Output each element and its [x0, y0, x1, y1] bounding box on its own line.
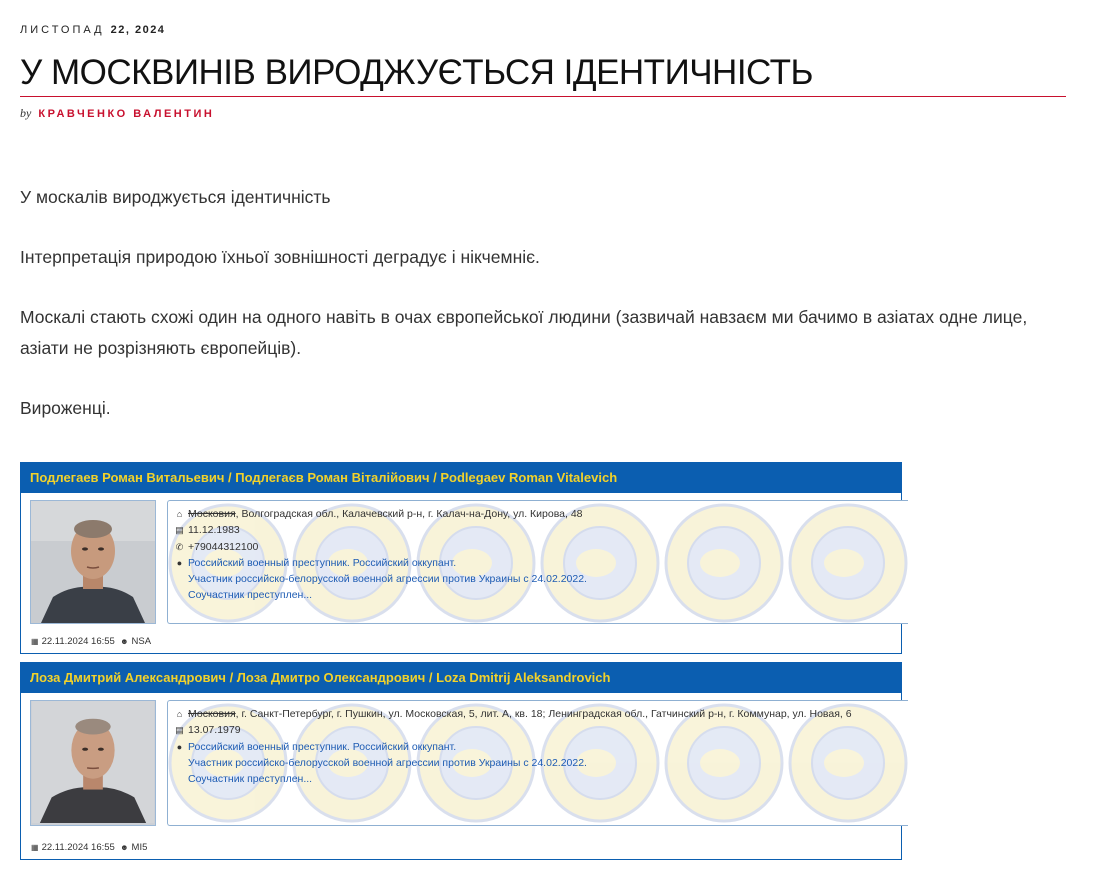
home-icon: ⌂	[176, 709, 183, 719]
user-icon: ☻	[120, 637, 129, 646]
post-date-month: ЛИСТОПАД	[20, 24, 105, 36]
calendar-icon: ▦	[31, 637, 39, 646]
user-icon: ☻	[120, 843, 129, 852]
description-line[interactable]: Соучастник преступлен...	[188, 589, 313, 602]
profile-info-box	[167, 700, 908, 826]
paragraph: Москалі стають схожі один на одного навіть в очах європейської людини (зазвичай навзаєм ми бачимо в азіатах одне лице, азіати не розрізняють європейців).	[20, 307, 1028, 358]
description-line: Участник российско-белорусской военной агрессии против Украины с 24.02.2022.	[188, 756, 587, 769]
address: , г. Санкт-Петербург, г. Пушкин, ул. Московская, 5, лит. А, кв. 18; Ленинградская обл., Гатчинский р-н, г. Коммунар, ул. Новая, 6	[235, 708, 852, 720]
description-line: Участник российско-белорусской военной агрессии против Украины с 24.02.2022.	[188, 573, 587, 586]
byline-by: by	[20, 106, 32, 120]
added-date: 22.11.2024 16:55	[41, 636, 115, 647]
profile-info-box	[167, 500, 908, 624]
added-by: NSA	[131, 636, 152, 647]
paragraph: Інтерпретація природою їхньої зовнішності деградує і нікчемніє.	[20, 247, 540, 267]
profile-photo[interactable]	[30, 500, 156, 624]
country: Московия	[188, 508, 236, 520]
post-date	[20, 24, 165, 36]
info-icon: ●	[176, 741, 183, 752]
added-date: 22.11.2024 16:55	[41, 842, 115, 853]
paragraph: У москалів вироджується ідентичність	[20, 187, 331, 207]
birthday-cake-icon: ▤	[175, 725, 184, 736]
watermark-seal	[790, 505, 906, 621]
added-by: MI5	[131, 842, 148, 853]
profile-card	[20, 662, 902, 860]
phone-number: +79044312100	[188, 540, 259, 553]
profile-photo[interactable]	[30, 700, 156, 826]
post-content	[20, 182, 1080, 453]
paragraph: Вироженці.	[20, 398, 111, 418]
birth-date: 11.12.1983	[188, 524, 240, 537]
byline	[20, 106, 214, 121]
status-text: Российский военный преступник. Российский оккупант.	[188, 556, 457, 569]
birthday-cake-icon: ▤	[175, 525, 184, 536]
author-link[interactable]: КРАВЧЕНКО ВАЛЕНТИН	[38, 108, 215, 120]
description-line[interactable]: Соучастник преступлен...	[188, 773, 313, 786]
home-icon: ⌂	[176, 509, 183, 519]
profile-card	[20, 462, 902, 654]
profile-card-header[interactable]: Подлегаев Роман Витальевич / Подлегаєв Роман Віталійович / Podlegaev Roman Vitalevich	[21, 463, 901, 493]
profile-card-footer	[21, 635, 901, 653]
post-date-rest: 22, 2024	[110, 24, 166, 36]
country: Московия	[188, 708, 236, 720]
calendar-icon: ▦	[31, 843, 39, 852]
birth-date: 13.07.1979	[188, 724, 241, 737]
profile-card-footer	[21, 841, 901, 859]
info-icon: ●	[176, 557, 183, 568]
address: , Волгоградская обл., Калачевский р-н, г. Калач-на-Дону, ул. Кирова, 48	[235, 508, 583, 520]
phone-icon: ✆	[175, 541, 184, 552]
watermark-seal	[666, 505, 782, 621]
status-text: Российский военный преступник. Российский оккупант.	[188, 740, 457, 753]
embedded-screenshot	[20, 462, 901, 868]
post-title: У МОСКВИНІВ ВИРОДЖУЄТЬСЯ ІДЕНТИЧНІСТЬ	[20, 50, 1066, 97]
profile-card-header[interactable]: Лоза Дмитрий Александрович / Лоза Дмитро Олександрович / Loza Dmitrij Aleksandrovich	[21, 663, 901, 693]
